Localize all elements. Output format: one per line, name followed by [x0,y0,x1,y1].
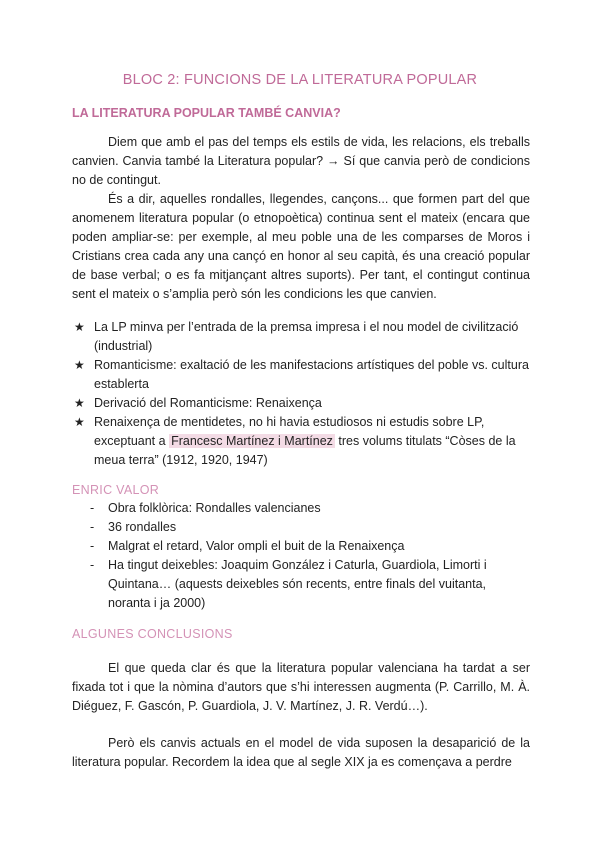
enric-valor-heading: ENRIC VALOR [72,483,160,497]
paragraph-text: El que queda clar és que la literatura popular valenciana ha tardat a ser fixada tot i que la nòmina d’autors que s’hi interessen augmenta (P. Carrillo, M. À. Diéguez, F. Gascón, P. Guardiola, J. V. Martínez, J. R. Verdú…). [72,661,530,713]
list-item: ★ Renaixença de mentidetes, no hi havia estudiosos ni estudis sobre LP, exceptuant a Francesc Martínez i Martínez tres volums titulats “Còses de la meua terra” (1912, 1920, 1947) [74,415,516,467]
dash-icon: - [90,520,95,534]
paragraph-conclusion-2 [72,734,530,772]
conclusions-heading: ALGUNES CONCLUSIONS [72,627,233,641]
star-icon: ★ [74,320,85,334]
section-heading: LA LITERATURA POPULAR TAMBÉ CANVIA? [72,106,341,120]
paragraph-text: Però els canvis actuals en el model de vida suposen la desaparició de la literatura popular. Recordem la idea que al segle XIX ja es començava a perdre [72,736,530,769]
paragraph-explanation [72,190,530,304]
paragraph-conclusion-1 [72,659,530,716]
paragraph-intro [72,133,530,190]
page-title: BLOC 2: FUNCIONS DE LA LITERATURA POPULAR [122,72,478,88]
dash-bullet-list [90,499,530,613]
highlighted-name: Francesc Martínez i Martínez [171,434,333,448]
list-item: - Ha tingut deixebles: Joaquim González i Caturla, Guardiola, Limorti i Quintana… (aquests deixebles són recents, entre finals del vuitanta, noranta i ja 2000) [90,558,487,610]
paragraph-text: Diem que amb el pas del temps els estils de vida, les relacions, els treballs canvien. Canvia també la Literatura popular? → Sí que canvia però de condicions no de contingut. [72,135,530,187]
star-icon: ★ [74,415,85,429]
list-item: - Malgrat el retard, Valor ompli el buit de la Renaixença [90,537,530,556]
list-item: ★ Derivació del Romanticisme: Renaixença [72,394,532,413]
list-item: ★ La LP minva per l’entrada de la premsa impresa i el nou model de civilització (industrial) [74,320,519,353]
star-icon: ★ [74,396,85,410]
paragraph-text: És a dir, aquelles rondalles, llegendes, cançons... que formen part del que anomenem literatura popular (o etnopoètica) continua sent el mateix (encara que poden ampliar-se: per exemple, al meu poble una de les comparses de Moros i Cristians crea cada any una cançó en honor al seu capità, és una creació popular de base verbal; o es fa mitjançant altres suports). Per tant, el contingut continua sent el mateix o s’amplia però són les condicions les que canvien. [72,192,530,301]
list-item: - 36 rondalles [90,518,530,537]
star-bullet-list [72,318,532,470]
star-icon: ★ [74,358,85,372]
dash-icon: - [90,539,95,553]
dash-icon: - [90,558,95,572]
dash-icon: - [90,501,95,515]
list-item: - Obra folklòrica: Rondalles valencianes [90,499,530,518]
list-item: ★ Romanticisme: exaltació de les manifestacions artístiques del poble vs. cultura establerta [74,358,529,391]
